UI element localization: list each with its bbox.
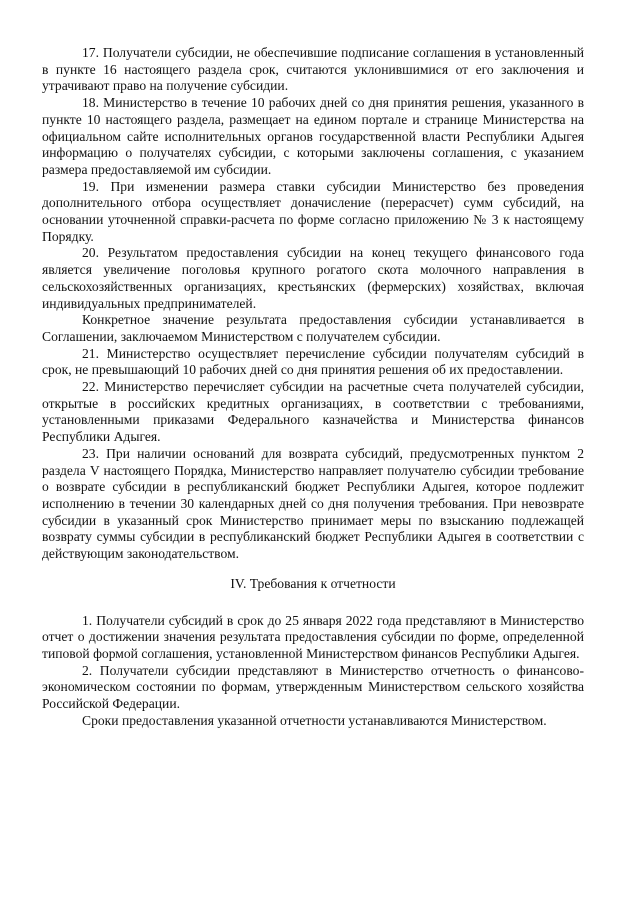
reporting-paragraph-2: 2. Получатели субсидии представляют в Министерство отчетность о финансово-экономическом состоянии по формам, утвержденным Министерством сельского хозяйства Российской Федерации. bbox=[42, 662, 584, 712]
paragraph-18: 18. Министерство в течение 10 рабочих дней со дня принятия решения, указанного в пункте 10 настоящего раздела, размещает на едином портале и странице Министерства на официальном сайте исполнительных органов государственной власти Республики Адыгея информацию о получателях субсидии, с которыми заключены соглашения, с указанием размера предоставляемой им субсидии. bbox=[42, 95, 584, 177]
paragraph-23: 23. При наличии оснований для возврата субсидий, предусмотренных пунктом 2 раздела V настоящего Порядка, Министерство направляет получателю субсидии требование о возврате субсидии в республиканский бюджет Республики Адыгея, которое подлежит исполнению в течении 30 календарных дней со дня получения требования. При невозврате субсидии в указанный срок Министерство принимает меры по взысканию подлежащей возврату суммы субсидии в республиканский бюджет Республики Адыгея в соответствии с действующим законодательством. bbox=[42, 445, 584, 562]
paragraph-17: 17. Получатели субсидии, не обеспечившие подписание соглашения в установленный в пункте 16 настоящего раздела срок, считаются уклонившимися от его заключения и утрачивают право на получение субсидии. bbox=[42, 45, 584, 94]
document-page bbox=[42, 45, 584, 729]
section-heading: IV. Требования к отчетности bbox=[230, 575, 396, 591]
paragraph-20: 20. Результатом предоставления субсидии на конец текущего финансового года является увеличение поголовья крупного рогатого скота молочного направления в сельскохозяйственных организациях, крестьянских (фермерских) хозяйствах, включая индивидуальных предпринимателей. bbox=[42, 245, 584, 311]
paragraph-19: 19. При изменении размера ставки субсидии Министерство без проведения дополнительного отбора осуществляет доначисление (перерасчет) сумм субсидий, на основании уточненной справки-расчета по форме согласно приложению № 3 к настоящему Порядку. bbox=[42, 178, 584, 244]
paragraph-22: 22. Министерство перечисляет субсидии на расчетные счета получателей субсидии, открытые в российских кредитных организациях, в соответствии с требованиями, установленными приказами Федерального казначейства и Министерства финансов Республики Адыгея. bbox=[42, 379, 584, 445]
paragraph-result-value: Конкретное значение результата предоставления субсидии устанавливается в Соглашении, заключаемом Министерством с получателем субсидии. bbox=[42, 312, 584, 344]
reporting-deadlines-paragraph: Сроки предоставления указанной отчетности устанавливаются Министерством. bbox=[82, 712, 547, 728]
reporting-paragraph-1: 1. Получатели субсидий в срок до 25 января 2022 года представляют в Министерство отчет о достижении значения результата предоставления субсидии по форме, определенной типовой формой соглашения, установленной Министерством финансов Республики Адыгея. bbox=[42, 612, 584, 661]
paragraph-21: 21. Министерство осуществляет перечисление субсидии получателям субсидий в срок, не превышающий 10 рабочих дней со дня принятия решения об их предоставлении. bbox=[42, 345, 584, 378]
